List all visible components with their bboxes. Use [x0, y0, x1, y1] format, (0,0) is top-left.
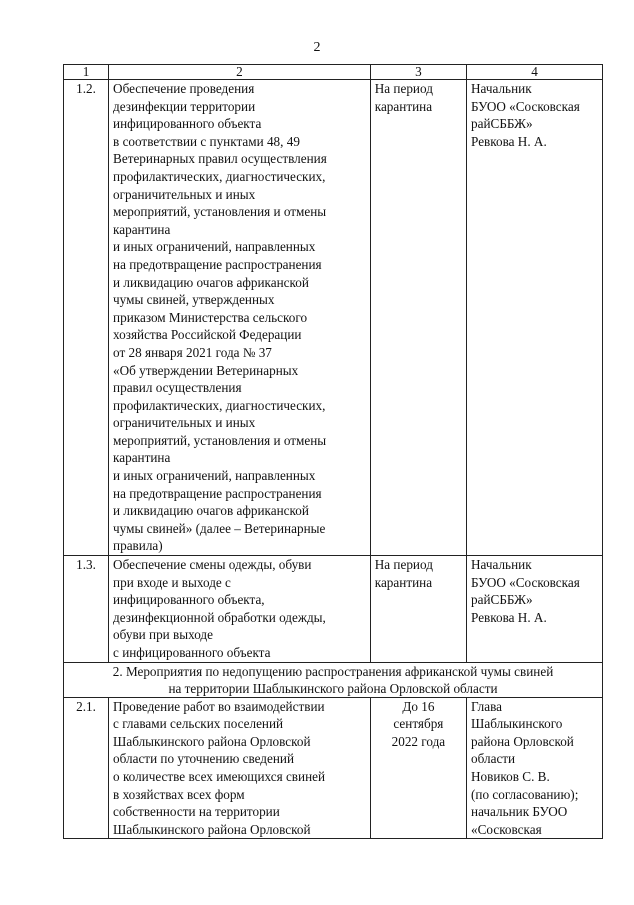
- text-line: карантина: [113, 221, 171, 237]
- text-line: До 16: [402, 698, 435, 714]
- text-line: при входе и выходе с: [113, 574, 231, 590]
- text-line: приказом Министерства сельского: [113, 309, 308, 325]
- text-line: на предотвращение распространения: [113, 485, 322, 501]
- text-line: на территории Шаблыкинского района Орловской области: [168, 680, 498, 696]
- text-line: карантина: [374, 574, 433, 590]
- text-line: На период: [374, 81, 433, 96]
- text-line: и иных ограничений, направленных: [113, 468, 316, 484]
- text-line: и ликвидацию очагов африканской: [113, 274, 309, 290]
- text-line: 2. Мероприятия по недопущению распространения африканской чумы свиней: [112, 663, 554, 679]
- header-col-1: 1: [64, 65, 109, 80]
- text-line: ограничительных и иных: [113, 415, 256, 431]
- row-number: 2.1.: [64, 697, 109, 839]
- text-line: На период: [374, 557, 433, 573]
- text-line: Ветеринарных правил осуществления: [113, 151, 327, 167]
- header-col-4: 4: [467, 65, 603, 80]
- text-line: дезинфекции территории: [113, 98, 256, 114]
- text-line: профилактических, диагностических,: [113, 397, 326, 413]
- text-line: начальник БУОО: [471, 804, 568, 820]
- section-2-heading: [64, 662, 603, 697]
- text-line: профилактических, диагностических,: [113, 168, 326, 184]
- text-line: БУОО «Сосковская: [471, 574, 580, 590]
- text-line: Ревкова Н. А.: [471, 133, 547, 149]
- text-line: БУОО «Сосковская: [471, 98, 580, 114]
- text-line: ограничительных и иных: [113, 186, 256, 202]
- text-line: Обеспечение проведения: [113, 81, 255, 96]
- table-row: [64, 80, 603, 556]
- row-term: [370, 697, 466, 839]
- row-number: 1.3.: [64, 556, 109, 663]
- text-line: хозяйства Российской Федерации: [113, 327, 302, 343]
- text-line: (по согласованию);: [471, 786, 579, 802]
- text-line: 2022 года: [391, 733, 446, 749]
- measures-table: [63, 64, 603, 839]
- row-action: [109, 697, 371, 839]
- text-line: района Орловской: [471, 733, 574, 749]
- text-line: «Сосковская: [471, 821, 542, 837]
- text-line: правила): [113, 538, 163, 554]
- text-line: Шаблыкинского района Орловской: [113, 733, 311, 749]
- text-line: области: [471, 751, 516, 767]
- row-action: [109, 556, 371, 663]
- text-line: Начальник: [471, 557, 532, 573]
- text-line: сентября: [393, 716, 444, 732]
- text-line: Шаблыкинского района Орловской: [113, 821, 311, 837]
- text-line: с главами сельских поселений: [113, 716, 284, 732]
- text-line: собственности на территории: [113, 804, 280, 820]
- text-line: на предотвращение распространения: [113, 256, 322, 272]
- page-number: 2: [313, 40, 321, 55]
- text-line: области по уточнению сведений: [113, 751, 295, 767]
- text-line: в соответствии с пунктами 48, 49: [113, 133, 300, 149]
- row-responsible: [467, 556, 603, 663]
- text-line: Начальник: [471, 81, 532, 96]
- text-line: Проведение работ во взаимодействии: [113, 698, 325, 714]
- text-line: Глава: [471, 698, 503, 714]
- text-line: карантина: [374, 98, 433, 114]
- text-line: Шаблыкинского: [471, 716, 563, 732]
- table-row: [64, 697, 603, 839]
- text-line: мероприятий, установления и отмены: [113, 432, 327, 448]
- text-line: райСББЖ»: [471, 592, 533, 608]
- text-line: в хозяйствах всех форм: [113, 786, 245, 802]
- row-action: [109, 80, 371, 556]
- text-line: инфицированного объекта,: [113, 592, 265, 608]
- section-heading-row: [64, 662, 603, 697]
- text-line: от 28 января 2021 года № 37: [113, 344, 272, 360]
- text-line: с инфицированного объекта: [113, 645, 271, 660]
- text-line: и иных ограничений, направленных: [113, 239, 316, 255]
- text-line: Ревкова Н. А.: [471, 609, 547, 625]
- row-number: 1.2.: [64, 80, 109, 556]
- text-line: карантина: [113, 450, 171, 466]
- header-col-3: 3: [370, 65, 466, 80]
- text-line: чумы свиней» (далее – Ветеринарные: [113, 520, 326, 536]
- header-col-2: 2: [109, 65, 371, 80]
- row-term: [370, 556, 466, 663]
- table-header-row: [64, 65, 603, 80]
- text-line: правил осуществления: [113, 380, 242, 396]
- text-line: и ликвидацию очагов африканской: [113, 503, 309, 519]
- text-line: «Об утверждении Ветеринарных: [113, 362, 299, 378]
- row-responsible: [467, 697, 603, 839]
- text-line: райСББЖ»: [471, 116, 533, 132]
- text-line: о количестве всех имеющихся свиней: [113, 768, 326, 784]
- text-line: инфицированного объекта: [113, 116, 262, 132]
- text-line: чумы свиней, утвержденных: [113, 292, 275, 308]
- text-line: дезинфекционной обработки одежды,: [113, 609, 326, 625]
- row-responsible: [467, 80, 603, 556]
- table-row: [64, 556, 603, 663]
- text-line: Новиков С. В.: [471, 768, 550, 784]
- text-line: мероприятий, установления и отмены: [113, 204, 327, 220]
- row-term: [370, 80, 466, 556]
- text-line: обуви при выходе: [113, 627, 213, 643]
- text-line: Обеспечение смены одежды, обуви: [113, 557, 312, 573]
